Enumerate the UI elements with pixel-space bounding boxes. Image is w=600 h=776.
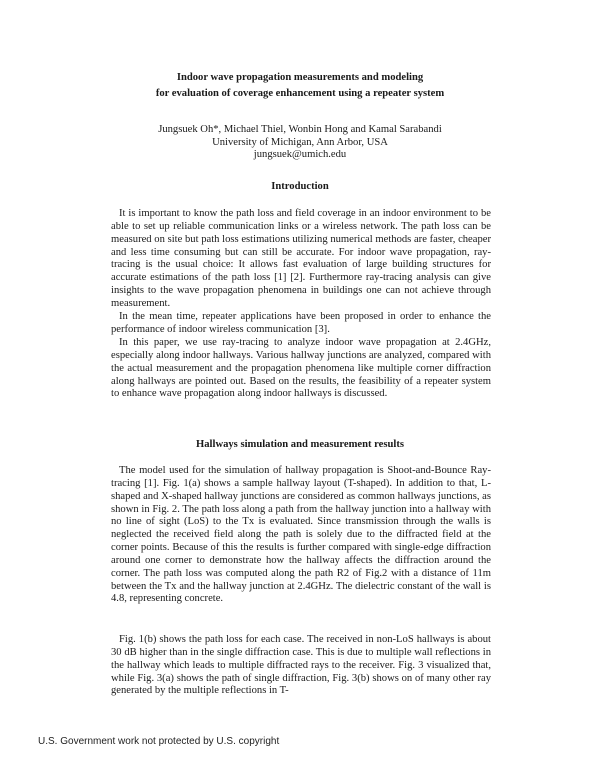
- intro-paragraph-3: In this paper, we use ray-tracing to analyze indoor wave propagation at 2.4GHz, especially along indoor hallways. Various hallway junctions are analyzed, compared with the actual measurement and the propagation phenomena like multiple corner diffraction along hallways are pointed out. Based on the results, the feasibility of a repeater system to enhance wave propagation along indoor hallways is discussed.: [111, 337, 491, 400]
- author-names: Jungsuek Oh*, Michael Thiel, Wonbin Hong and Kamal Sarabandi: [158, 124, 442, 135]
- intro-paragraph-1: It is important to know the path loss and field coverage in an indoor environment to be able to set up reliable communication links or a wireless network. The path loss can be measured on site but path loss estimations utilizing numerical methods are faster, cheaper and less time consuming but can still be accurate. For indoor wave propagation, ray-tracing is the usual choice: It allows fast evaluation of large building structures for accurate estimations of the path loss [1] [2]. Furthermore ray-tracing analysis can give insights to the wave propagation phenomena in buildings one can not achieve through measurement.: [111, 208, 491, 309]
- title-line-1: Indoor wave propagation measurements and modeling: [176, 72, 424, 83]
- email: jungsuek@umich.edu: [253, 149, 347, 160]
- hallways-heading: Hallways simulation and measurement results: [196, 439, 404, 450]
- paper-title: [100, 70, 500, 102]
- copyright-footer: U.S. Government work not protected by U.S. copyright: [38, 736, 280, 747]
- hallways-paragraph-1: The model used for the simulation of hallway propagation is Shoot-and-Bounce Ray-tracing [1]. Fig. 1(a) shows a sample hallway layout (T-shaped). In addition to that, L-shaped and X-shaped hallway junctions are considered as common hallways junctions, as shown in Fig. 2. The path loss along a path from the hallway junction into a hallway with no line of sight (LoS) to the Tx is evaluated. Since transmission through the walls is neglected the received field along the path is solely due to the diffracted field at the corner points. Because of this the results is further compared with single-edge diffraction around one corner to demonstrate how the hallway affects the diffraction around the corner. The path loss was computed along the path R2 of Fig.2 with a distance of 11m between the Tx and the hallway junction at 2.4GHz. The dielectric constant of the wall is 4.8, representing concrete.: [111, 465, 491, 605]
- author-block: [100, 124, 500, 162]
- intro-paragraph-2: In the mean time, repeater applications have been proposed in order to enhance the performance of indoor wireless communication [3].: [111, 311, 491, 335]
- title-line-2: for evaluation of coverage enhancement using a repeater system: [155, 88, 445, 99]
- introduction-heading: Introduction: [271, 181, 329, 192]
- hallways-paragraph-2: Fig. 1(b) shows the path loss for each case. The received in non-LoS hallways is about 30 dB higher than in the single diffraction case. This is due to multiple wall reflections in the hallway which leads to multiple diffracted rays to the receiver. Fig. 3 visualized that, while Fig. 3(a) shows the path of single diffraction, Fig. 3(b) shows on of many other ray generated by the multiple reflections in T-: [111, 634, 491, 697]
- affiliation: University of Michigan, Ann Arbor, USA: [212, 136, 388, 148]
